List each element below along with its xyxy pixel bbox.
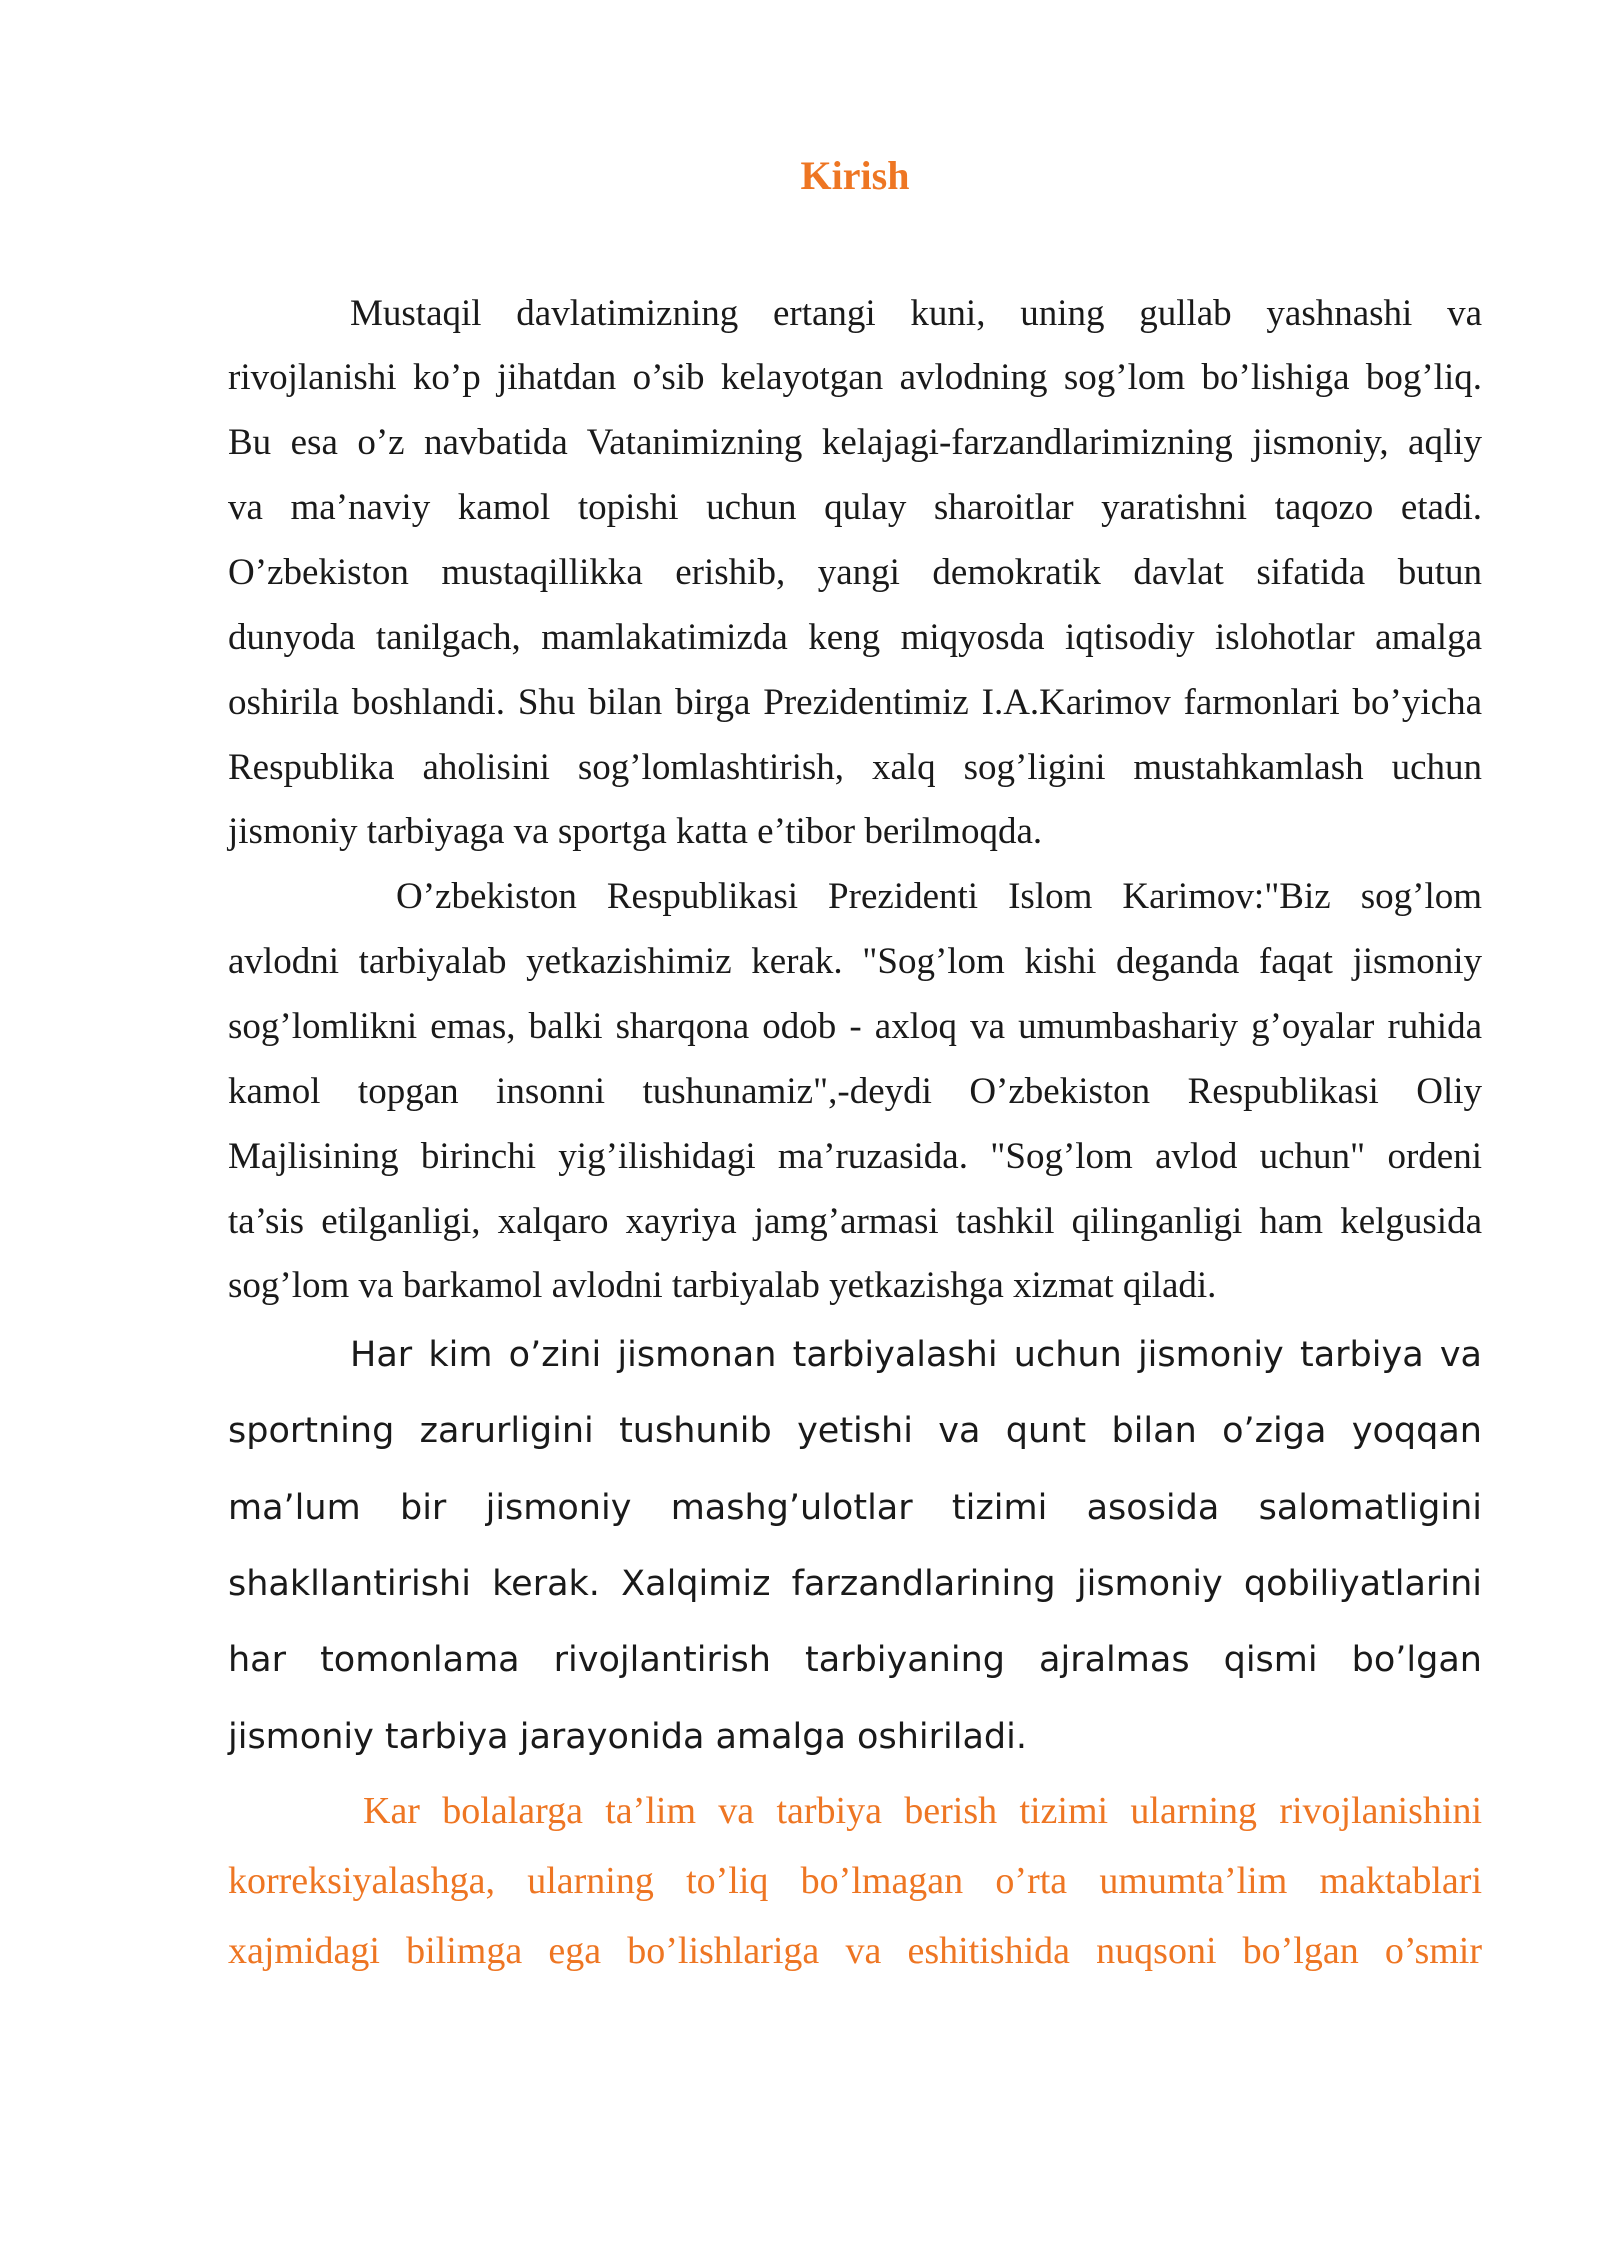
text-line: xajmidagi bilimga ega bo’lishlariga va eshitishida nuqsoni bo’lgan o’smir <box>228 1929 1482 1972</box>
text-line: sportning zarurligini tushunib yetishi va qunt bilan o’ziga yoqqan <box>228 1411 1482 1452</box>
paragraph-2 <box>228 865 1482 1319</box>
text-line: oshirila boshlandi. Shu bilan birga Prezidentimiz I.A.Karimov farmonlari bo’yicha <box>228 681 1482 723</box>
text-line: Majlisining birinchi yig’ilishidagi ma’ruzasida. "Sog’lom avlod uchun" ordeni <box>228 1135 1482 1177</box>
text-line: avlodni tarbiyalab yetkazishimiz kerak. "Sog’lom kishi deganda faqat jismoniy <box>228 941 1482 983</box>
text-line: O’zbekiston Respublikasi Prezidenti Islom Karimov:"Biz sog’lom <box>396 876 1482 918</box>
paragraph-1 <box>228 282 1482 866</box>
paragraph-4 <box>228 1777 1482 1987</box>
text-line: sog’lomlikni emas, balki sharqona odob - axloq va umumbashariy g’oyalar ruhida <box>228 1006 1482 1048</box>
text-line: sog’lom va barkamol avlodni tarbiyalab yetkazishga xizmat qiladi. <box>228 1265 1217 1307</box>
text-line: ma’lum bir jismoniy mashg’ulotlar tizimi asosida salomatligini <box>228 1487 1482 1528</box>
text-line: dunyoda tanilgach, mamlakatimizda keng miqyosda iqtisodiy islohotlar amalga <box>228 616 1482 658</box>
text-line: O’zbekiston mustaqillikka erishib, yangi demokratik davlat sifatida butun <box>228 552 1482 594</box>
section-title: Kirish <box>800 153 910 198</box>
text-line: Mustaqil davlatimizning ertangi kuni, uning gullab yashnashi va <box>350 292 1482 334</box>
text-line: Har kim o’zini jismonan tarbiyalashi uchun jismoniy tarbiya va <box>350 1334 1482 1375</box>
text-line: jismoniy tarbiya jarayonida amalga oshiriladi. <box>228 1716 1027 1757</box>
text-line: shakllantirishi kerak. Xalqimiz farzandlarining jismoniy qobiliyatlarini <box>228 1564 1482 1605</box>
text-line: Kar bolalarga ta’lim va tarbiya berish tizimi ularning rivojlanishini <box>363 1790 1482 1832</box>
text-line: jismoniy tarbiyaga va sportga katta e’tibor berilmoqda. <box>228 811 1043 853</box>
paragraph-3 <box>228 1317 1482 1775</box>
text-line: Bu esa o’z navbatida Vatanimizning kelajagi-farzandlarimizning jismoniy, aqliy <box>228 422 1482 464</box>
text-line: har tomonlama rivojlantirish tarbiyaning ajralmas qismi bo’lgan <box>228 1640 1482 1681</box>
text-line: Respublika aholisini sog’lomlashtirish, xalq sog’ligini mustahkamlash uchun <box>228 746 1482 788</box>
body-text-serif <box>228 282 1482 1320</box>
text-line: ta’sis etilganligi, xalqaro xayriya jamg’armasi tashkil qilinganligi ham kelgusida <box>228 1200 1482 1242</box>
text-line: va ma’naviy kamol topishi uchun qulay sharoitlar yaratishni taqozo etadi. <box>228 487 1482 529</box>
text-line: korreksiyalashga, ularning to’liq bo’lmagan o’rta umumta’lim maktablari <box>228 1859 1482 1902</box>
text-line: rivojlanishi ko’p jihatdan o’sib kelayotgan avlodning sog’lom bo’lishiga bog’liq. <box>228 357 1482 399</box>
text-line: kamol topgan insonni tushunamiz",-deydi O’zbekiston Respublikasi Oliy <box>228 1070 1482 1112</box>
